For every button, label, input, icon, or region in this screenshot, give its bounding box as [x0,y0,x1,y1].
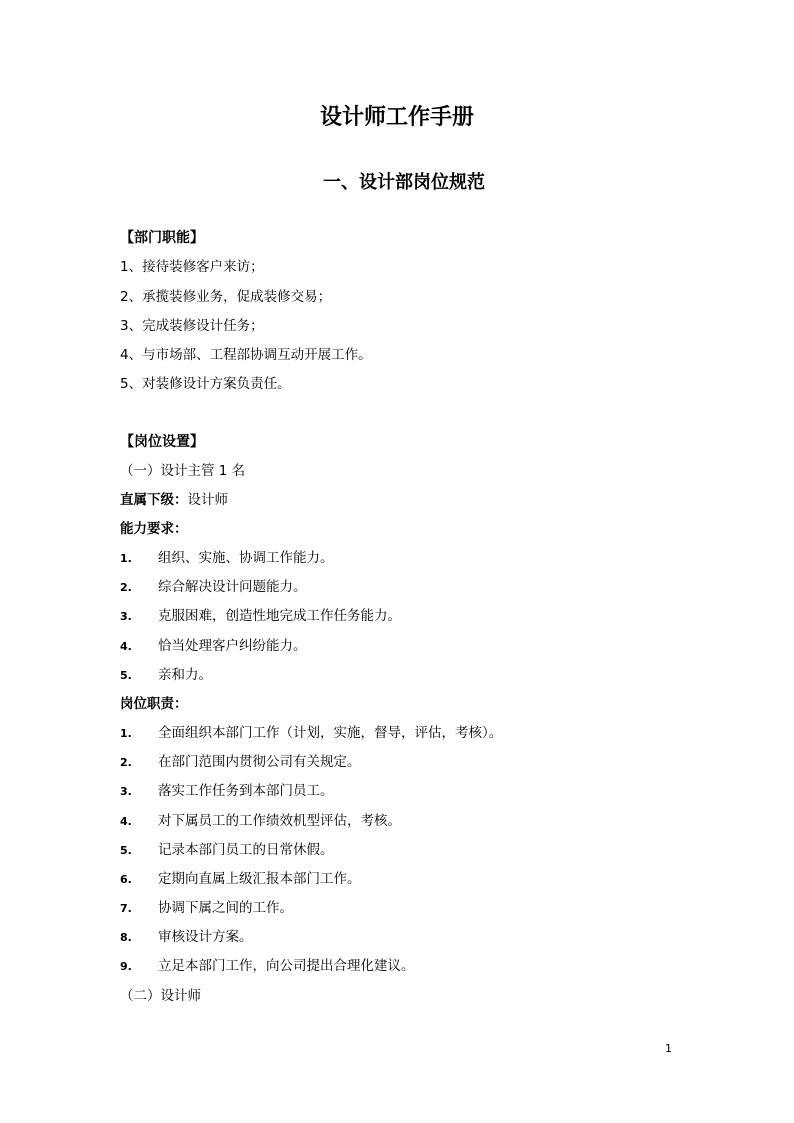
item-number: 4. [120,815,132,828]
department-functions-heading: 【部门职能】 [120,230,204,246]
item-number: 5. [120,669,132,682]
document-title: 设计师工作手册 [319,104,474,130]
section-title: 一、设计部岗位规范 [323,172,485,193]
item-number: 2. [120,756,132,769]
item-number: 7. [120,902,132,915]
function-item: 2、承揽装修业务，促成装修交易； [120,289,332,305]
duty-item [120,781,334,802]
item-text: 立足本部门工作，向公司提出合理化建议。 [158,958,415,974]
item-text: 落实工作任务到本部门员工。 [158,783,334,799]
subordinate-value: 设计师 [187,492,228,508]
ability-item [120,636,307,657]
duty-item [120,723,502,744]
subordinate-label: 直属下级： [120,492,188,508]
item-text: 协调下属之间的工作。 [158,900,293,916]
function-item: 1、接待装修客户来访； [120,259,264,275]
item-text: 定期向直属上级汇报本部门工作。 [158,871,361,887]
item-text: 综合解决设计问题能力。 [158,579,307,595]
item-number: 2. [120,581,132,594]
ability-item [120,577,307,598]
ability-item [120,548,334,569]
duty-item [120,898,293,919]
item-number: 6. [120,873,132,886]
item-number: 1. [120,552,132,565]
position-2-title: （二）设计师 [120,988,201,1004]
item-text: 组织、实施、协调工作能力。 [158,550,334,566]
function-item: 3、完成装修设计任务； [120,318,264,334]
item-text: 审核设计方案。 [158,929,253,945]
item-text: 记录本部门员工的日常休假。 [158,842,334,858]
position-setup-heading: 【岗位设置】 [120,434,204,450]
item-text: 亲和力。 [158,667,212,683]
duty-label: 岗位职责： [120,696,188,712]
item-number: 5. [120,844,132,857]
item-text: 对下属员工的工作绩效机型评估，考核。 [158,813,401,829]
ability-item [120,665,212,686]
function-item: 4、与市场部、工程部协调互动开展工作。 [120,347,372,363]
ability-label: 能力要求： [120,521,188,537]
duty-item [120,752,361,773]
duty-item [120,927,253,948]
item-text: 恰当处理客户纠纷能力。 [158,638,307,654]
subordinate-line [120,490,228,510]
item-number: 3. [120,610,132,623]
duty-item [120,840,334,861]
duty-item [120,956,415,977]
item-text: 在部门范围内贯彻公司有关规定。 [158,754,361,770]
position-1-title: （一）设计主管 1 名 [120,463,246,479]
item-number: 9. [120,960,132,973]
item-number: 4. [120,640,132,653]
duty-item [120,811,401,832]
item-number: 1. [120,727,132,740]
function-item: 5、对装修设计方案负责任。 [120,376,291,392]
page-number: 1 [665,1042,672,1055]
item-number: 3. [120,785,132,798]
item-text: 全面组织本部门工作（计划，实施，督导，评估，考核）。 [158,725,503,741]
item-number: 8. [120,931,132,944]
item-text: 克服困难，创造性地完成工作任务能力。 [158,608,401,624]
duty-item [120,869,361,890]
ability-item [120,606,401,627]
